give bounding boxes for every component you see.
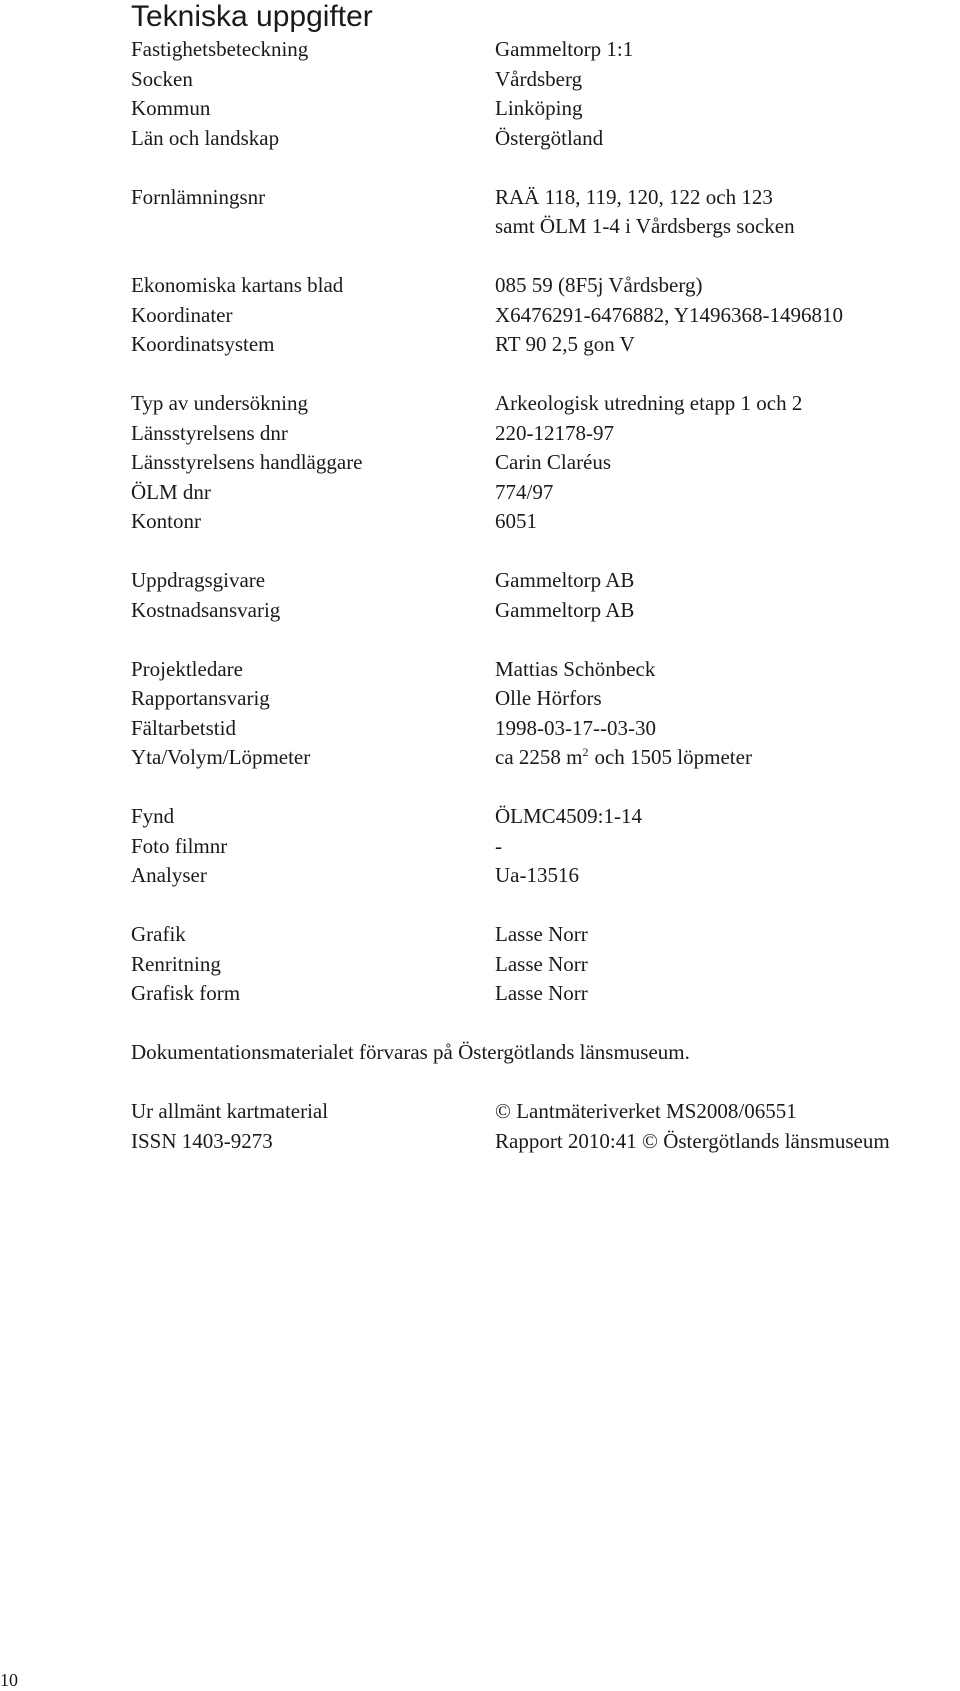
field-row-fastighetsbeteckning: [131, 35, 960, 65]
spacer: [131, 360, 960, 390]
field-value: 220-12178-97: [495, 420, 614, 445]
credit-value: © Lantmäteriverket MS2008/06551: [495, 1099, 797, 1123]
field-value: X6476291-6476882, Y1496368-1496810: [495, 302, 844, 327]
field-label: Fastighetsbeteckning: [131, 37, 309, 61]
field-value: -: [495, 833, 502, 858]
field-value: Arkeologisk utredning etapp 1 och 2: [495, 391, 803, 415]
area-unit-exponent: 2: [582, 745, 589, 759]
spacer: [131, 773, 960, 803]
field-value: 1998-03-17--03-30: [495, 715, 656, 740]
spacer: [131, 242, 960, 272]
credit-row-map: [131, 1097, 960, 1127]
field-row-koordinater: [131, 301, 960, 331]
field-value: Olle Hörfors: [495, 686, 602, 710]
field-label: Yta/Volym/Löpmeter: [131, 745, 311, 769]
field-row-faltarbetstid: [131, 714, 960, 744]
field-label: Koordinater: [131, 302, 233, 327]
field-row-lan-och-landskap: [131, 124, 960, 154]
field-value: Gammeltorp AB: [495, 568, 635, 592]
field-label: Fältarbetstid: [131, 715, 236, 740]
field-row-koordinatsystem: [131, 330, 960, 360]
credit-label: Ur allmänt kartmaterial: [131, 1099, 329, 1123]
section-heading: Tekniska uppgifter: [131, 0, 373, 33]
field-row-lansstyrelsens-dnr: [131, 419, 960, 449]
field-value: Carin Claréus: [495, 450, 612, 474]
field-value: Mattias Schönbeck: [495, 656, 656, 681]
credit-row-issn: [131, 1127, 960, 1157]
field-label: Uppdragsgivare: [131, 568, 266, 592]
spacer: [131, 891, 960, 921]
field-row-socken: [131, 65, 960, 95]
field-value: 6051: [495, 509, 537, 533]
credit-value: Rapport 2010:41 © Östergötlands länsmuseum: [495, 1128, 890, 1153]
field-row-foto-filmnr: [131, 832, 960, 862]
field-row-uppdragsgivare: [131, 566, 960, 596]
storage-note: Dokumentationsmaterialet förvaras på Östergötlands länsmuseum.: [131, 1040, 690, 1064]
spacer: [131, 153, 960, 183]
field-row-lansstyrelsens-handlaggare: [131, 448, 960, 478]
field-row-kommun: [131, 94, 960, 124]
field-label: Analyser: [131, 863, 207, 887]
length-value: och 1505 löpmeter: [594, 745, 752, 769]
field-row-kontonr: [131, 507, 960, 537]
area-value: ca 2258 m: [495, 745, 583, 769]
field-label: Länsstyrelsens dnr: [131, 420, 288, 445]
field-value: Lasse Norr: [495, 981, 588, 1005]
field-label: Fynd: [131, 804, 175, 828]
field-row-rapportansvarig: [131, 684, 960, 714]
field-label: Foto filmnr: [131, 833, 228, 858]
field-value: 774/97: [495, 479, 554, 504]
field-row-renritning: [131, 950, 960, 980]
field-label: Renritning: [131, 951, 221, 976]
field-label: Projektledare: [131, 656, 243, 681]
field-value: samt ÖLM 1-4 i Vårdsbergs socken: [495, 214, 795, 238]
field-value: Lasse Norr: [495, 951, 588, 976]
spacer: [131, 537, 960, 567]
technical-data-list: [131, 35, 960, 1156]
field-label: Koordinatsystem: [131, 332, 275, 356]
field-label: Ekonomiska kartans blad: [131, 273, 344, 297]
field-value: RAÄ 118, 119, 120, 122 och 123: [495, 184, 773, 209]
field-row-ekonomiska-kartans-blad: [131, 271, 960, 301]
spacer: [131, 1068, 960, 1098]
field-label: Socken: [131, 66, 193, 91]
field-label: Rapportansvarig: [131, 686, 270, 710]
field-value: Ua-13516: [495, 863, 579, 887]
field-value: Gammeltorp 1:1: [495, 37, 634, 61]
field-label: Länsstyrelsens handläggare: [131, 450, 363, 474]
credit-label: ISSN 1403-9273: [131, 1128, 273, 1153]
field-value: [495, 743, 752, 773]
field-row-kostnadsansvarig: [131, 596, 960, 626]
field-row-fornlamningsnr: [131, 183, 960, 213]
page-number: 10: [0, 1670, 18, 1690]
field-value: Östergötland: [495, 125, 604, 150]
field-label: Län och landskap: [131, 125, 280, 150]
field-row-analyser: [131, 861, 960, 891]
field-label: Kommun: [131, 96, 211, 120]
field-row-fynd: [131, 802, 960, 832]
field-row-olm-dnr: [131, 478, 960, 508]
field-label: Kontonr: [131, 509, 201, 533]
field-row-yta-volym-lopmeter: [131, 743, 960, 773]
spacer: [131, 1009, 960, 1039]
field-row-projektledare: [131, 655, 960, 685]
field-row-grafik: [131, 920, 960, 950]
field-value: ÖLMC4509:1-14: [495, 804, 642, 828]
field-value: Gammeltorp AB: [495, 597, 635, 622]
field-label: Grafisk form: [131, 981, 241, 1005]
spacer: [131, 625, 960, 655]
field-value: Lasse Norr: [495, 922, 588, 946]
field-row-fornlamningsnr-continued: [131, 212, 960, 242]
field-row-typ-av-undersokning: [131, 389, 960, 419]
field-value: Vårdsberg: [495, 66, 583, 91]
field-value: RT 90 2,5 gon V: [495, 332, 635, 356]
field-label: Grafik: [131, 922, 186, 946]
field-label: Kostnadsansvarig: [131, 597, 281, 622]
field-label: Fornlämningsnr: [131, 184, 266, 209]
storage-note-row: [131, 1038, 960, 1068]
field-label: ÖLM dnr: [131, 479, 211, 504]
field-value: 085 59 (8F5j Vårdsberg): [495, 273, 703, 297]
field-row-grafisk-form: [131, 979, 960, 1009]
field-label: Typ av undersökning: [131, 391, 309, 415]
field-value: Linköping: [495, 96, 583, 120]
